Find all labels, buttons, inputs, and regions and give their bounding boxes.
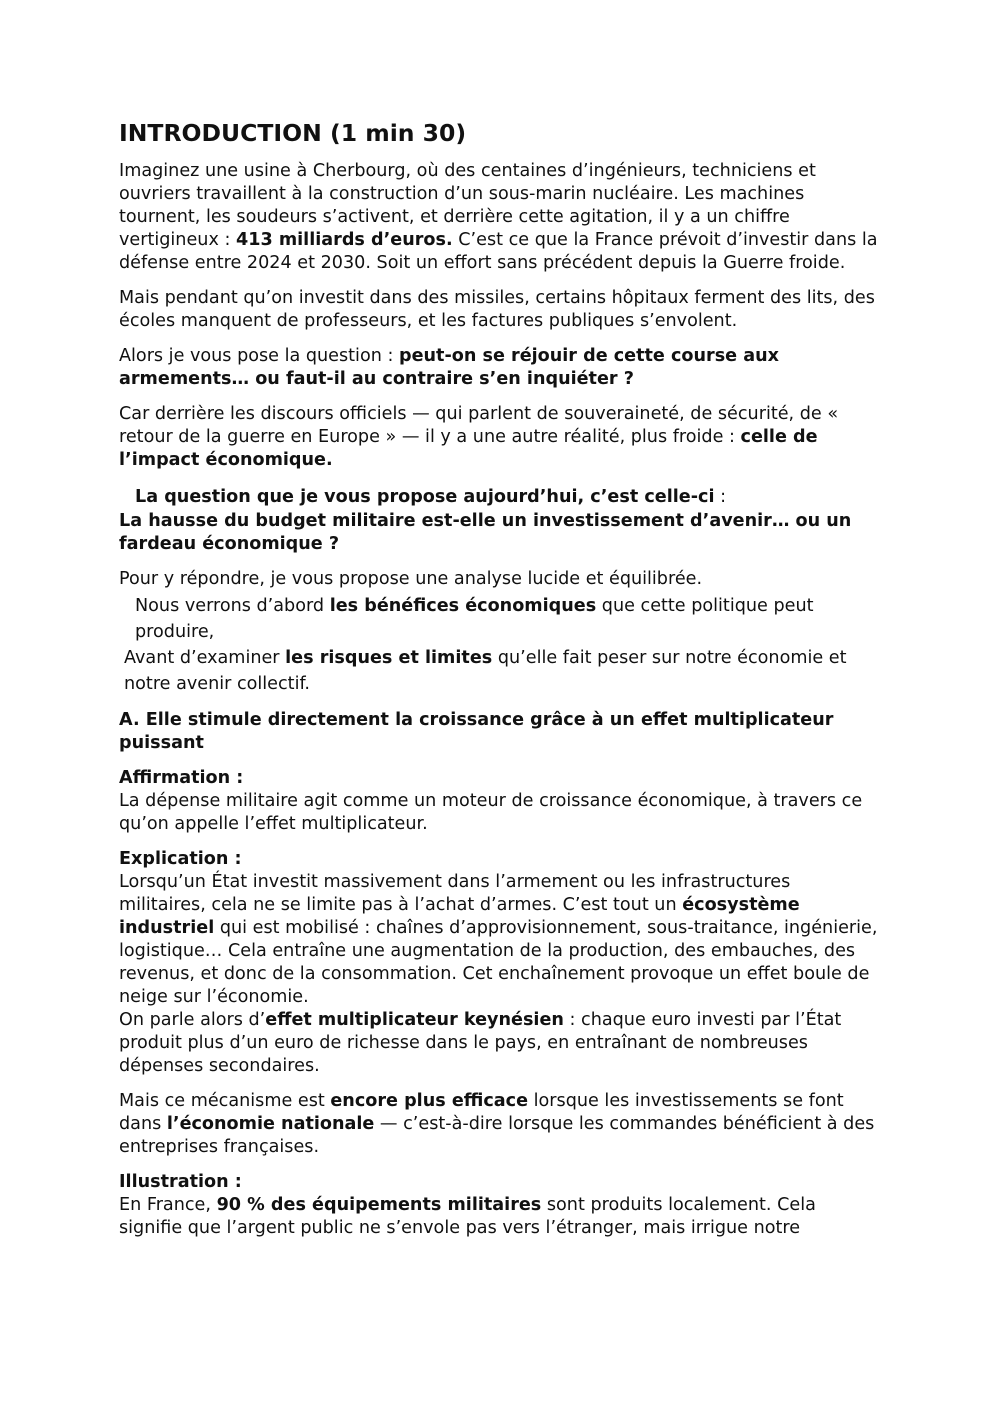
affirmation-label bbox=[119, 767, 879, 790]
text: lorsque les investissements se font dans bbox=[119, 1091, 844, 1134]
text: que cette politique peut produire, bbox=[135, 596, 814, 642]
bold-text: La question que je vous propose aujourd’hui, c’est celle-ci bbox=[135, 487, 715, 507]
bold-text: les risques et limites bbox=[285, 648, 493, 668]
bold-text: 413 milliards d’euros. bbox=[235, 230, 453, 250]
bold-text: Illustration : bbox=[119, 1172, 242, 1192]
text: Imaginez une usine à Cherbourg, où des centaines d’ingénieurs, techniciens et ouvriers travaillent à la construction d’un sous-marin nucléaire. Les machines tournent, les soudeurs s’activent, et derrière cette agitation, il y a un chiffre vertigineux : bbox=[119, 161, 816, 250]
text: Car derrière les discours officiels — qui parlent de souveraineté, de sécurité, de « retour de la guerre en Europe » — il y a une autre réalité, plus froide : bbox=[119, 404, 839, 447]
text: qu’elle fait peser sur notre économie et notre avenir collectif. bbox=[124, 648, 847, 694]
plan-line-1: Pour y répondre, je vous propose une analyse lucide et équilibrée. bbox=[119, 569, 703, 589]
affirmation-text: La dépense militaire agit comme un moteur de croissance économique, à travers ce qu’on appelle l’effet multiplicateur. bbox=[119, 791, 863, 834]
document-content bbox=[119, 118, 879, 1240]
text: — c’est-à-dire lorsque les commandes bénéficient à des entreprises françaises. bbox=[119, 1114, 875, 1157]
main-question bbox=[119, 510, 879, 556]
bold-text: A. Elle stimule directement la croissance grâce à un effet multiplicateur puissant bbox=[119, 710, 834, 753]
explication-text-2 bbox=[119, 1009, 879, 1078]
bold-text: les bénéfices économiques bbox=[329, 596, 597, 616]
intro-paragraph-1 bbox=[119, 160, 879, 275]
explication-label bbox=[119, 848, 879, 871]
bold-text: encore plus efficace bbox=[330, 1091, 529, 1111]
text: Lorsqu’un État investit massivement dans l’armement ou les infrastructures militaires, cela ne se limite pas à l’achat d’armes. C’est tout un bbox=[119, 872, 791, 915]
text: Avant d’examiner bbox=[124, 648, 286, 668]
mechanism-paragraph bbox=[119, 1090, 879, 1159]
text: On parle alors d’ bbox=[119, 1010, 266, 1030]
bold-text: Affirmation : bbox=[119, 768, 244, 788]
text: C’est ce que la France prévoit d’investir dans la défense entre 2024 et 2030. Soit un effort sans précédent depuis la Guerre froide. bbox=[119, 230, 878, 273]
page-title: INTRODUCTION (1 min 30) bbox=[119, 119, 467, 147]
bold-text: écosystème industriel bbox=[119, 895, 800, 938]
intro-paragraph-4 bbox=[119, 403, 879, 472]
question-intro bbox=[119, 484, 879, 510]
intro-paragraph-3 bbox=[119, 345, 879, 391]
illustration-text bbox=[119, 1194, 879, 1240]
text: Alors je vous pose la question : bbox=[119, 346, 399, 366]
bold-text: effet multiplicateur keynésien bbox=[265, 1010, 564, 1030]
section-a-heading bbox=[119, 709, 879, 755]
text: qui est mobilisé : chaînes d’approvisionnement, sous-traitance, ingénierie, logistique… Cela entraîne une augmentation de la production, des embauches, des revenus, et donc de la consommation. Cet enchaînement provoque un effet boule de neige sur l’économie. bbox=[119, 918, 878, 1007]
explication-text-1 bbox=[119, 871, 879, 1009]
bold-text: La hausse du budget militaire est-elle un investissement d’avenir… ou un fardeau économique ? bbox=[119, 511, 852, 554]
text: Mais ce mécanisme est bbox=[119, 1091, 331, 1111]
text: sont produits localement. Cela signifie que l’argent public ne s’envole pas vers l’étranger, mais irrigue notre bbox=[119, 1195, 816, 1238]
bold-text: peut-on se réjouir de cette course aux armements… ou faut-il au contraire s’en inquiéter ? bbox=[119, 346, 779, 389]
bold-text: l’économie nationale bbox=[166, 1114, 375, 1134]
bold-text: Explication : bbox=[119, 849, 242, 869]
text: Nous verrons d’abord bbox=[135, 596, 330, 616]
text: : bbox=[714, 487, 727, 507]
bold-text: 90 % des équipements militaires bbox=[216, 1195, 542, 1215]
illustration-label bbox=[119, 1171, 879, 1194]
intro-paragraph-2: Mais pendant qu’on investit dans des missiles, certains hôpitaux ferment des lits, des écoles manquent de professeurs, et les factures publiques s’envolent. bbox=[119, 288, 875, 331]
text: En France, bbox=[119, 1195, 217, 1215]
bold-text: celle de l’impact économique. bbox=[119, 427, 818, 470]
plan-line-2 bbox=[119, 593, 879, 645]
text: : chaque euro investi par l’État produit plus d’un euro de richesse dans le pays, en entraînant de nombreuses dépenses secondaires. bbox=[119, 1010, 842, 1076]
plan-line-3 bbox=[119, 645, 879, 697]
